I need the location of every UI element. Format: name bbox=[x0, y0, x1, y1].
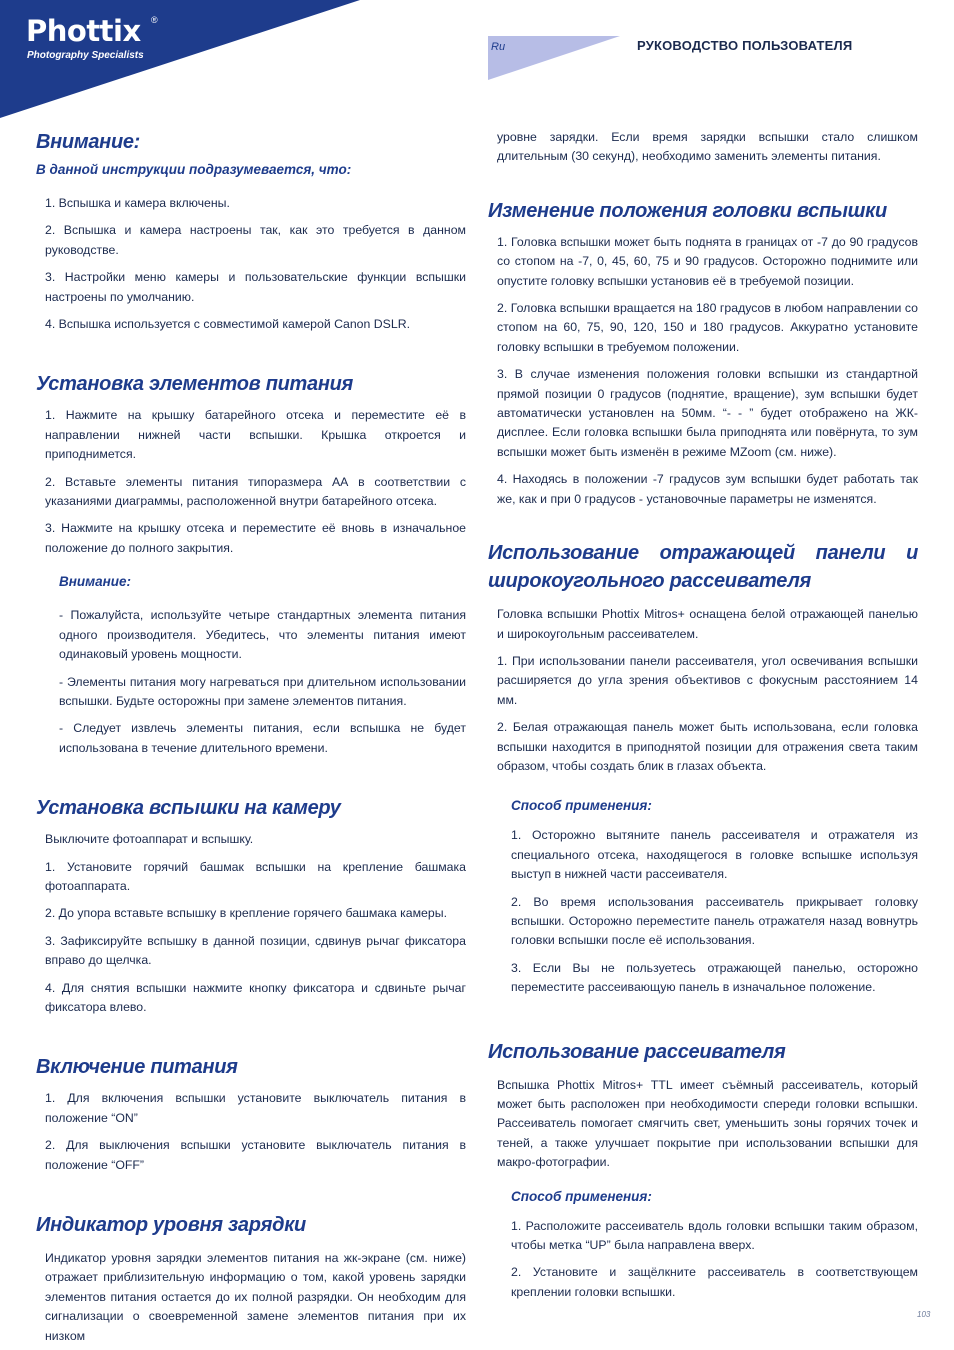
method-item: 2. Установите и защёлкните рассеиватель в соответствующем креплении головки вспышки. bbox=[511, 1265, 918, 1299]
list-item: 3. Нажмите на крышку отсека и переместите её вновь в изначальное положение до полного закрытия. bbox=[45, 521, 466, 555]
list-item: 1. Вспышка и камера включены. bbox=[45, 196, 230, 210]
method-item: 1. Осторожно вытяните панель рассеивателя и отражателя из специального отсека, находящегося в головке вспышке используя выступ в нижней части рассеивателя. bbox=[511, 828, 918, 882]
paragraph: Индикатор уровня зарядки элементов питания на жк-экране (см. ниже) отражает приблизительную информацию о том, какой уровень зарядки элементов питания остается до их полной разрядки. Он необходим для сигнализации о своевременной замене элементов питания при их низком bbox=[45, 1251, 466, 1343]
left-column bbox=[36, 128, 466, 1346]
registered-mark: ® bbox=[151, 15, 158, 25]
section-title: Индикатор уровня зарядки bbox=[36, 1214, 306, 1236]
list-item: 1. Нажмите на крышку батарейного отсека и переместите её в направлении нижней части вспышки. Крышка откроется и приподнимется. bbox=[45, 408, 466, 462]
list-item: 3. В случае изменения положения головки вспышки из стандартной прямой позиции 0 градусов (поднятие, вращение), зум вспышки будет автоматически установлен на 50мм. “- - ” будет отображено на ЖК-дисплее. Если головка вспышки была приподнята или повёрнута, то зум вспышки может быть изменён в режиме MZoom (см. ниже). bbox=[497, 367, 918, 459]
section-title: Изменение положения головки вспышки bbox=[488, 199, 887, 222]
section-batteries bbox=[36, 370, 466, 758]
section-title: Включение питания bbox=[36, 1056, 238, 1079]
guide-title: РУКОВОДСТВО ПОЛЬЗОВАТЕЛЯ bbox=[637, 38, 853, 53]
right-column bbox=[488, 128, 918, 1302]
page-number: 103 bbox=[917, 1310, 931, 1319]
section-title: Использование рассеивателя bbox=[488, 1040, 786, 1063]
method-title: Способ применения: bbox=[511, 798, 652, 814]
section-title: Установка вспышки на камеру bbox=[36, 797, 341, 820]
list-item: 4. Для снятия вспышки нажмите кнопку фиксатора и сдвиньте рычаг фиксатора влево. bbox=[45, 980, 466, 1014]
list-item: 1. При использовании панели рассеивателя, угол освечивания вспышки расширяется до угла зрения объективов с фокусным расстоянием 14 мм. bbox=[497, 653, 918, 707]
note-title: Внимание: bbox=[59, 574, 132, 590]
list-item: 3. Зафиксируйте вспышку в данной позиции, сдвинув рычаг фиксатора вправо до щелчка. bbox=[45, 933, 466, 968]
section-diffuser bbox=[488, 1038, 918, 1303]
section-mount bbox=[36, 794, 466, 1017]
list-item: 3. Настройки меню камеры и пользовательские функции вспышки настроены по умолчанию. bbox=[45, 270, 466, 304]
note-item: - Следует извлечь элементы питания, если вспышка не будет использована в течение длительного времени. bbox=[59, 721, 466, 755]
section-attention bbox=[36, 128, 466, 334]
paragraph: Вспышка Phottix Mitros+ TTL имеет съёмный рассеиватель, который может быть расположен при необходимости спереди головки вспышки. Рассеиватель помогает смягчить свет, уменьшить зоны горячих точек и теней, а также улучшает покрытие при использовании вспышки для макро-фотографии. bbox=[497, 1077, 918, 1170]
paragraph: Головка вспышки Phottix Mitros+ оснащена белой отражающей панелью и широкоугольным рассеивателем. bbox=[497, 607, 918, 641]
list-item: 2. Белая отражающая панель может быть использована, если головка вспышки находится в приподнятой позиции для отражения света таким образом, чтобы создать блик в глазах объекта. bbox=[497, 720, 918, 773]
list-item: 2. Головка вспышки вращается на 180 градусов в любом направлении со стопом на 60, 75, 90, 120, 150 и 180 градусов. Аккуратно установите головку вспышки в требуемом положении. bbox=[497, 301, 918, 354]
list-item: 1. Для включения вспышки установите выключатель питания в положение “ON” bbox=[45, 1091, 466, 1125]
brand-tagline: Photography Specialists bbox=[27, 50, 144, 61]
method-item: 2. Во время использования рассеиватель прикрывает головку вспышки. Осторожно переместите панель отражателя назад вовнутрь головки вспышки после её использования. bbox=[511, 894, 918, 948]
list-item: 1. Установите горячий башмак вспышки на крепление башмака фотоаппарата. bbox=[45, 859, 466, 893]
section-reflector bbox=[488, 539, 918, 998]
paragraph-continued: уровне зарядки. Если время зарядки вспышки стало слишком длительным (30 секунд), необходимо заменить элементы питания. bbox=[497, 130, 918, 164]
method-item: 1. Расположите рассеиватель вдоль головки вспышки таким образом, чтобы метка “UP” была направлена вверх. bbox=[511, 1218, 918, 1253]
section-title: Использование отражающей панели и широкоугольного рассеивателя bbox=[488, 542, 918, 593]
section-title: Внимание: bbox=[36, 131, 141, 153]
method-title: Способ применения: bbox=[511, 1188, 652, 1204]
language-tab bbox=[488, 36, 620, 80]
method-item: 3. Если Вы не пользуетесь отражающей панелью, осторожно переместите рассеивающую панель в изначальное положение. bbox=[511, 960, 918, 995]
note-item: - Пожалуйста, используйте четыре стандартных элемента питания одного производителя. Убедитесь, что элементы питания имеют одинаковый уровень мощности. bbox=[59, 608, 466, 662]
list-item: 2. Вставьте элементы питания типоразмера АА в соответствии с указаниями диаграммы, расположенной внутри батарейного отсека. bbox=[45, 474, 466, 509]
list-item: 4. Вспышка используется с совместимой камерой Canon DSLR. bbox=[45, 317, 410, 332]
section-subtitle: В данной инструкции подразумевается, что: bbox=[36, 162, 352, 177]
note-item: - Элементы питания могу нагреваться при длительном использовании вспышки. Будьте осторожны при замене элементов питания. bbox=[59, 674, 466, 708]
section-title: Установка элементов питания bbox=[36, 373, 354, 396]
list-item: 4. Находясь в положении -7 градусов зум вспышки будет работать так же, как и при 0 градусов - установочные параметры не изменятся. bbox=[497, 472, 918, 506]
section-head-position bbox=[488, 197, 918, 509]
list-item: Выключите фотоаппарат и вспышку. bbox=[45, 832, 254, 847]
list-item: 2. Для выключения вспышки установите выключатель питания в положение “OFF” bbox=[45, 1138, 466, 1172]
list-item: 1. Головка вспышки может быть поднята в границах от -7 до 90 градусов со стопом на -7, 0, 45, 60, 75 и 90 градусов. Осторожно поднимите или опустите головку вспышки установив её в требуемой позиции. bbox=[497, 234, 918, 288]
brand-logo: Phottix bbox=[26, 14, 141, 48]
list-item: 2. Вспышка и камера настроены так, как это требуется в данном руководстве. bbox=[45, 223, 466, 257]
section-power bbox=[36, 1053, 466, 1175]
list-item: 2. До упора вставьте вспышку в крепление горячего башмака камеры. bbox=[45, 906, 447, 921]
language-code: Ru bbox=[491, 41, 506, 53]
section-battery-level bbox=[36, 1211, 466, 1346]
language-tab-shape bbox=[488, 36, 620, 80]
